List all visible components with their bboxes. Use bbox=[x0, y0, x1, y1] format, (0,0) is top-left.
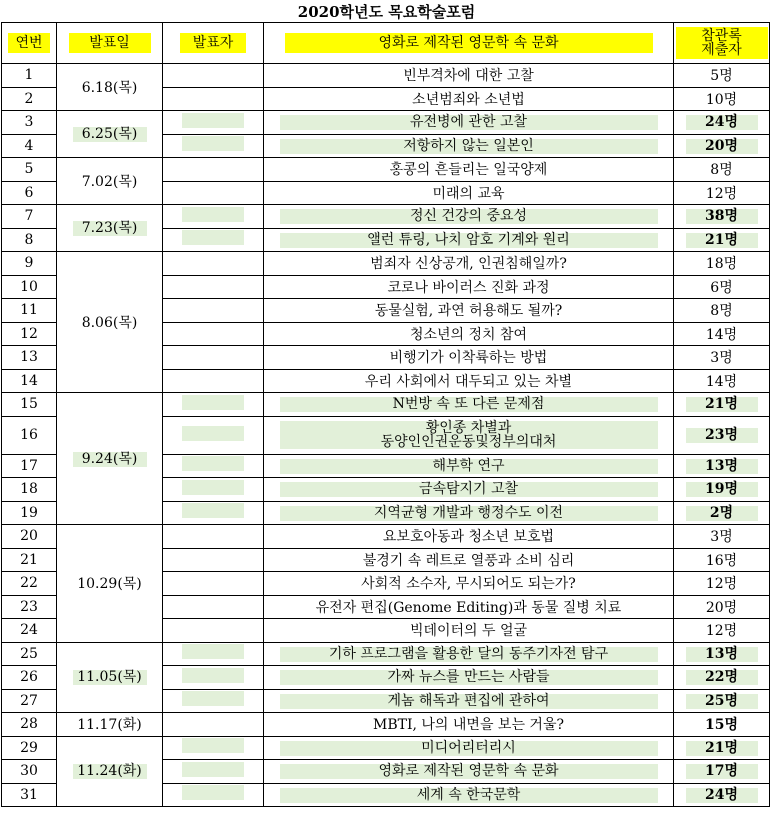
table-row bbox=[2, 158, 770, 182]
topic-cell bbox=[264, 205, 674, 229]
topic-text: 정신 건강의 중요성 bbox=[280, 209, 658, 224]
presenter-cell bbox=[163, 689, 264, 713]
presenter-cell bbox=[163, 87, 264, 111]
topic-cell bbox=[264, 642, 674, 666]
topic-text: N번방 속 또 다른 문제점 bbox=[280, 397, 658, 412]
row-number: 3 bbox=[2, 111, 57, 135]
presenter-cell bbox=[163, 158, 264, 182]
row-number: 25 bbox=[2, 642, 57, 666]
table-row bbox=[2, 736, 770, 760]
count-text: 21명 bbox=[686, 741, 758, 756]
presenter-cell bbox=[163, 416, 264, 454]
header-no: 연번 bbox=[2, 23, 57, 64]
topic-cell bbox=[264, 64, 674, 88]
attendance-count bbox=[674, 299, 770, 323]
attendance-count bbox=[674, 111, 770, 135]
row-number: 14 bbox=[2, 369, 57, 393]
topic-text: 사회적 소수자, 무시되어도 되는가? bbox=[361, 576, 576, 593]
presentation-date bbox=[57, 736, 163, 807]
topic-cell bbox=[264, 525, 674, 549]
table-row bbox=[2, 252, 770, 276]
attendance-count bbox=[674, 736, 770, 760]
topic-text: 해부학 연구 bbox=[280, 459, 658, 474]
count-text: 8명 bbox=[710, 162, 733, 179]
topic-text: 범죄자 신상공개, 인권침해일까? bbox=[370, 256, 567, 273]
attendance-count bbox=[674, 158, 770, 182]
count-text: 12명 bbox=[705, 185, 738, 202]
row-number: 22 bbox=[2, 572, 57, 596]
attendance-count bbox=[674, 760, 770, 784]
topic-text: 지역균형 개발과 행정수도 이전 bbox=[280, 506, 658, 521]
topic-text: 기하 프로그램을 활용한 달의 동주기자전 탐구 bbox=[280, 647, 658, 662]
count-text: 8명 bbox=[710, 303, 733, 320]
row-number: 1 bbox=[2, 64, 57, 88]
date-label: 9.24(목) bbox=[73, 452, 147, 467]
count-text: 5명 bbox=[710, 68, 733, 85]
topic-text: 저항하지 않는 일본인 bbox=[280, 139, 658, 154]
count-text: 20명 bbox=[705, 599, 738, 616]
date-label: 6.25(목) bbox=[73, 127, 147, 142]
count-text: 3명 bbox=[710, 350, 733, 367]
row-number: 21 bbox=[2, 548, 57, 572]
topic-cell bbox=[264, 595, 674, 619]
row-number: 28 bbox=[2, 713, 57, 737]
topic-text: 앨런 튜링, 나치 암호 기계와 원리 bbox=[280, 233, 658, 248]
date-label: 11.05(목) bbox=[73, 670, 147, 685]
topic-cell bbox=[264, 713, 674, 737]
attendance-count bbox=[674, 228, 770, 252]
count-text: 17명 bbox=[686, 764, 758, 779]
count-text: 16명 bbox=[705, 552, 738, 569]
count-text: 24명 bbox=[686, 115, 758, 130]
attendance-count bbox=[674, 275, 770, 299]
topic-text: 우리 사회에서 대두되고 있는 차별 bbox=[364, 373, 573, 390]
topic-cell bbox=[264, 228, 674, 252]
topic-text: 유전병에 관한 고찰 bbox=[280, 115, 658, 130]
topic-text: 소년범죄와 소년법 bbox=[412, 91, 525, 108]
row-number: 15 bbox=[2, 393, 57, 417]
topic-text: MBTI, 나의 내면을 보는 거울? bbox=[373, 717, 564, 734]
topic-cell bbox=[264, 346, 674, 370]
presenter-cell bbox=[163, 134, 264, 158]
topic-cell bbox=[264, 111, 674, 135]
table-row bbox=[2, 64, 770, 88]
topic-cell bbox=[264, 393, 674, 417]
count-text: 20명 bbox=[686, 139, 758, 154]
topic-cell bbox=[264, 760, 674, 784]
attendance-count bbox=[674, 548, 770, 572]
presenter-cell bbox=[163, 299, 264, 323]
presenter-cell bbox=[163, 666, 264, 690]
count-text: 24명 bbox=[686, 788, 758, 803]
topic-text: 영화로 제작된 영문학 속 문화 bbox=[280, 764, 658, 779]
date-label: 10.29(목) bbox=[77, 576, 142, 593]
topic-cell bbox=[264, 299, 674, 323]
presenter-cell bbox=[163, 713, 264, 737]
topic-text: 황인종 차별과 동양인인권운동및정부의대처 bbox=[280, 421, 658, 449]
presentation-date bbox=[57, 64, 163, 111]
presentation-date bbox=[57, 393, 163, 525]
count-text: 10명 bbox=[705, 91, 738, 108]
presenter-cell bbox=[163, 525, 264, 549]
topic-text: 동물실험, 과연 허용해도 될까? bbox=[374, 303, 563, 320]
topic-cell bbox=[264, 548, 674, 572]
count-text: 18명 bbox=[705, 256, 738, 273]
page-title: 2020학년도 목요학술포럼 bbox=[297, 3, 476, 21]
presenter-cell bbox=[163, 252, 264, 276]
count-text: 25명 bbox=[686, 694, 758, 709]
forum-table bbox=[1, 22, 770, 807]
attendance-count bbox=[674, 689, 770, 713]
topic-text: 미디어리터리시 bbox=[280, 741, 658, 756]
topic-cell bbox=[264, 619, 674, 643]
row-number: 23 bbox=[2, 595, 57, 619]
topic-cell bbox=[264, 252, 674, 276]
topic-cell bbox=[264, 181, 674, 205]
topic-text: 비행기가 이착륙하는 방법 bbox=[389, 350, 548, 367]
date-label: 6.18(목) bbox=[81, 80, 138, 96]
attendance-count bbox=[674, 134, 770, 158]
header-topic: 영화로 제작된 영문학 속 문화 bbox=[264, 23, 674, 64]
topic-cell bbox=[264, 478, 674, 502]
date-label: 11.24(화) bbox=[73, 764, 147, 779]
count-text: 14명 bbox=[705, 373, 738, 390]
topic-text: 빅데이터의 두 얼굴 bbox=[409, 623, 528, 640]
row-number: 16 bbox=[2, 416, 57, 454]
topic-cell bbox=[264, 369, 674, 393]
date-label: 8.06(목) bbox=[81, 315, 138, 331]
topic-text: 세계 속 한국문학 bbox=[280, 788, 658, 803]
header-date: 발표일 bbox=[57, 23, 163, 64]
topic-cell bbox=[264, 454, 674, 478]
attendance-count bbox=[674, 525, 770, 549]
table-body bbox=[2, 64, 770, 807]
table-row bbox=[2, 525, 770, 549]
presentation-date bbox=[57, 642, 163, 713]
topic-cell bbox=[264, 322, 674, 346]
row-number: 24 bbox=[2, 619, 57, 643]
topic-text: 코로나 바이러스 진화 과정 bbox=[387, 279, 550, 296]
attendance-count bbox=[674, 619, 770, 643]
row-number: 18 bbox=[2, 478, 57, 502]
row-number: 19 bbox=[2, 501, 57, 525]
topic-text: 불경기 속 레트로 열풍과 소비 심리 bbox=[362, 552, 575, 569]
count-text: 3명 bbox=[710, 529, 733, 546]
topic-text: 홍콩의 흔들리는 일국양제 bbox=[389, 162, 548, 179]
count-text: 15명 bbox=[704, 717, 738, 734]
row-number: 6 bbox=[2, 181, 57, 205]
presentation-date bbox=[57, 252, 163, 393]
presentation-date bbox=[57, 111, 163, 158]
attendance-count bbox=[674, 666, 770, 690]
attendance-count bbox=[674, 64, 770, 88]
attendance-count bbox=[674, 783, 770, 807]
count-text: 22명 bbox=[686, 670, 758, 685]
row-number: 9 bbox=[2, 252, 57, 276]
topic-text: 빈부격차에 대한 고찰 bbox=[403, 68, 534, 85]
presenter-cell bbox=[163, 478, 264, 502]
presenter-cell bbox=[163, 64, 264, 88]
attendance-count bbox=[674, 642, 770, 666]
table-row bbox=[2, 393, 770, 417]
presenter-cell bbox=[163, 111, 264, 135]
count-text: 14명 bbox=[705, 326, 738, 343]
count-text: 13명 bbox=[686, 647, 758, 662]
presenter-cell bbox=[163, 619, 264, 643]
attendance-count bbox=[674, 87, 770, 111]
row-number: 5 bbox=[2, 158, 57, 182]
table-row bbox=[2, 713, 770, 737]
topic-text: 게놈 해독과 편집에 관하여 bbox=[280, 694, 658, 709]
date-label: 11.17(화) bbox=[77, 717, 142, 734]
presenter-cell bbox=[163, 548, 264, 572]
row-number: 31 bbox=[2, 783, 57, 807]
topic-cell bbox=[264, 87, 674, 111]
attendance-count bbox=[674, 252, 770, 276]
attendance-count bbox=[674, 393, 770, 417]
row-number: 8 bbox=[2, 228, 57, 252]
presentation-date bbox=[57, 158, 163, 205]
date-label: 7.23(목) bbox=[73, 221, 147, 236]
count-text: 21명 bbox=[686, 233, 758, 248]
presenter-cell bbox=[163, 572, 264, 596]
row-number: 12 bbox=[2, 322, 57, 346]
presenter-cell bbox=[163, 275, 264, 299]
attendance-count bbox=[674, 501, 770, 525]
row-number: 11 bbox=[2, 299, 57, 323]
count-text: 2명 bbox=[686, 506, 758, 521]
presenter-cell bbox=[163, 501, 264, 525]
topic-cell bbox=[264, 501, 674, 525]
topic-cell bbox=[264, 689, 674, 713]
attendance-count bbox=[674, 346, 770, 370]
attendance-count bbox=[674, 713, 770, 737]
topic-cell bbox=[264, 416, 674, 454]
count-text: 12명 bbox=[705, 623, 738, 640]
header-row bbox=[2, 23, 770, 64]
topic-text: 가짜 뉴스를 만드는 사람들 bbox=[280, 670, 658, 685]
presentation-date bbox=[57, 205, 163, 252]
presenter-cell bbox=[163, 736, 264, 760]
presenter-cell bbox=[163, 595, 264, 619]
topic-text: 미래의 교육 bbox=[432, 185, 505, 202]
presenter-cell bbox=[163, 322, 264, 346]
row-number: 29 bbox=[2, 736, 57, 760]
attendance-count bbox=[674, 572, 770, 596]
row-number: 4 bbox=[2, 134, 57, 158]
header-presenter: 발표자 bbox=[163, 23, 264, 64]
presenter-cell bbox=[163, 783, 264, 807]
row-number: 10 bbox=[2, 275, 57, 299]
presenter-cell bbox=[163, 760, 264, 784]
presentation-date bbox=[57, 713, 163, 737]
row-number: 30 bbox=[2, 760, 57, 784]
topic-text: 청소년의 정치 참여 bbox=[409, 326, 528, 343]
presenter-cell bbox=[163, 393, 264, 417]
row-number: 27 bbox=[2, 689, 57, 713]
topic-cell bbox=[264, 572, 674, 596]
table-row bbox=[2, 205, 770, 229]
attendance-count bbox=[674, 454, 770, 478]
row-number: 13 bbox=[2, 346, 57, 370]
attendance-count bbox=[674, 369, 770, 393]
row-number: 26 bbox=[2, 666, 57, 690]
presenter-cell bbox=[163, 642, 264, 666]
topic-cell bbox=[264, 158, 674, 182]
count-text: 13명 bbox=[686, 459, 758, 474]
attendance-count bbox=[674, 478, 770, 502]
count-text: 38명 bbox=[686, 209, 758, 224]
count-text: 21명 bbox=[686, 397, 758, 412]
attendance-count bbox=[674, 181, 770, 205]
count-text: 6명 bbox=[710, 279, 733, 296]
presenter-cell bbox=[163, 205, 264, 229]
count-text: 23명 bbox=[686, 428, 758, 443]
attendance-count bbox=[674, 595, 770, 619]
topic-cell bbox=[264, 666, 674, 690]
presenter-cell bbox=[163, 346, 264, 370]
table-row bbox=[2, 642, 770, 666]
topic-text: 요보호아동과 청소년 보호법 bbox=[382, 529, 555, 546]
presenter-cell bbox=[163, 228, 264, 252]
attendance-count bbox=[674, 322, 770, 346]
presentation-date bbox=[57, 525, 163, 643]
row-number: 2 bbox=[2, 87, 57, 111]
row-number: 17 bbox=[2, 454, 57, 478]
topic-cell bbox=[264, 134, 674, 158]
row-number: 20 bbox=[2, 525, 57, 549]
topic-text: 유전자 편집(Genome Editing)과 동물 질병 치료 bbox=[315, 599, 622, 616]
date-label: 7.02(목) bbox=[81, 174, 138, 190]
topic-text: 금속탐지기 고찰 bbox=[280, 482, 658, 497]
header-attendance: 참관록 제출자 bbox=[674, 23, 770, 64]
topic-cell bbox=[264, 275, 674, 299]
topic-cell bbox=[264, 736, 674, 760]
presenter-cell bbox=[163, 181, 264, 205]
table-row bbox=[2, 111, 770, 135]
count-text: 12명 bbox=[705, 576, 738, 593]
row-number: 7 bbox=[2, 205, 57, 229]
presenter-cell bbox=[163, 454, 264, 478]
topic-cell bbox=[264, 783, 674, 807]
count-text: 19명 bbox=[686, 482, 758, 497]
presenter-cell bbox=[163, 369, 264, 393]
attendance-count bbox=[674, 205, 770, 229]
attendance-count bbox=[674, 416, 770, 454]
